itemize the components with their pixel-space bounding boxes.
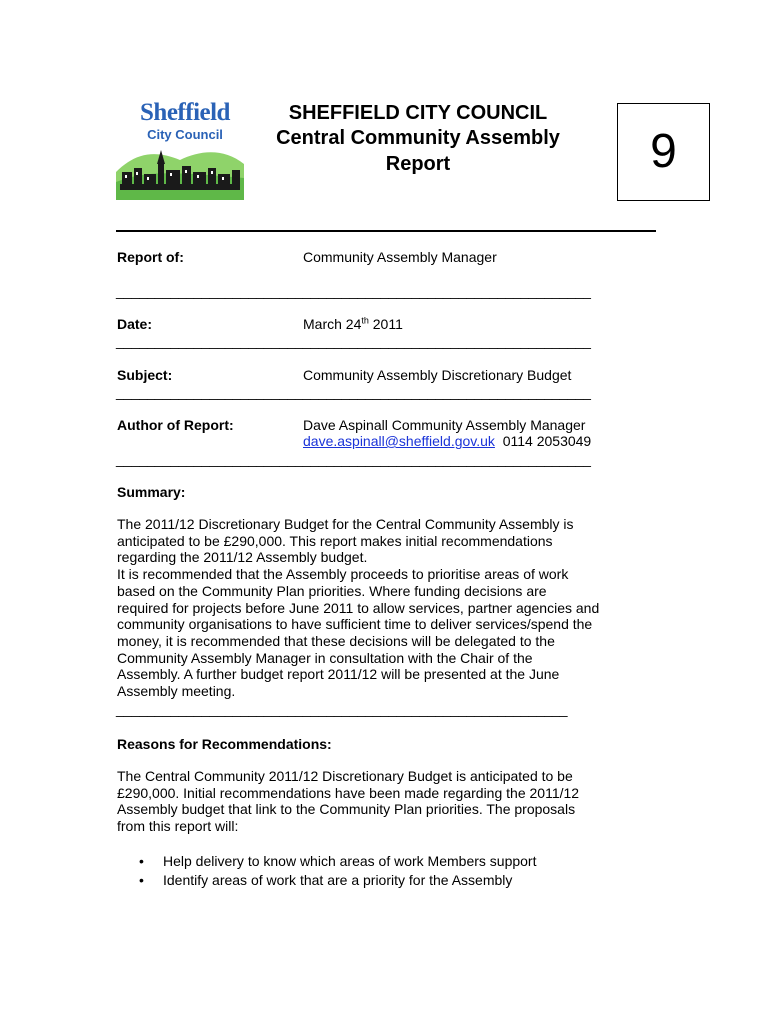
summary-line: regarding the 2011/12 Assembly budget. [117, 549, 368, 566]
report-of-label: Report of: [117, 249, 184, 265]
report-title: Report [385, 153, 451, 175]
reasons-body [117, 768, 662, 835]
reasons-line: Assembly budget that link to the Community Plan priorities. The proposals [117, 801, 576, 818]
assembly-title: Central Community Assembly [276, 127, 560, 149]
summary-line: The 2011/12 Discretionary Budget for the Central Community Assembly is [117, 516, 574, 532]
bullet-item: Help delivery to know which areas of work Members support [163, 853, 537, 869]
summary-line: anticipated to be £290,000. This report makes initial recommendations [117, 532, 553, 549]
subject-value: Community Assembly Discretionary Budget [303, 367, 572, 383]
subject-label: Subject: [117, 367, 173, 383]
divider-rule: _____________________________________________________________ [116, 333, 591, 349]
author-label: Author of Report: [117, 417, 234, 433]
date-label: Date: [117, 316, 153, 332]
summary-heading: Summary: [117, 484, 186, 500]
author-contact [303, 433, 591, 450]
summary-line: money, it is recommended that these decisions will be delegated to the [117, 632, 555, 649]
reasons-line: £290,000. Initial recommendations have been made regarding the 2011/12 [117, 784, 580, 801]
sheffield-city-council-logo [112, 100, 248, 200]
summary-line: community organisations to have sufficient time to deliver services/spend the [117, 616, 593, 633]
summary-body [117, 516, 662, 700]
divider-rule: __________________________________________________________ [116, 701, 568, 717]
divider-rule: _____________________________________________________________ [116, 451, 591, 467]
reasons-line: from this report will: [117, 818, 239, 835]
divider-rule: _____________________________________________________________ [116, 384, 591, 400]
divider-rule: _____________________________________________________________ [116, 283, 591, 299]
summary-line: Assembly. A further budget report 2011/12 will be presented at the June [117, 666, 560, 683]
bullet-item: Identify areas of work that are a priority for the Assembly [163, 872, 513, 888]
logo-subtitle: City Council [147, 127, 223, 142]
summary-line: required for projects before June 2011 to allow services, partner agencies and [117, 599, 600, 616]
bullet-icon: • [139, 853, 144, 869]
city-skyline-icon [116, 142, 244, 200]
logo-name: Sheffield [140, 99, 230, 126]
header-divider [116, 230, 656, 232]
summary-line: It is recommended that the Assembly proceeds to prioritise areas of work [117, 566, 569, 583]
author-email-link[interactable]: dave.aspinall@sheffield.gov.uk [303, 433, 495, 449]
summary-line: Community Assembly Manager in consultation with the Chair of the [117, 649, 533, 666]
author-name: Dave Aspinall Community Assembly Manager [303, 417, 586, 433]
author-phone: 0114 2053049 [494, 433, 592, 449]
bullet-icon: • [139, 872, 144, 888]
summary-line: Assembly meeting. [117, 683, 236, 700]
report-number: 9 [650, 125, 677, 178]
date-value: March 24th 2011 [303, 315, 403, 332]
council-title: SHEFFIELD CITY COUNCIL [288, 102, 548, 124]
reasons-line: The Central Community 2011/12 Discretionary Budget is anticipated to be [117, 768, 573, 784]
reasons-heading: Reasons for Recommendations: [117, 736, 332, 752]
summary-line: based on the Community Plan priorities. Where funding decisions are [117, 582, 547, 599]
report-of-value: Community Assembly Manager [303, 249, 497, 265]
